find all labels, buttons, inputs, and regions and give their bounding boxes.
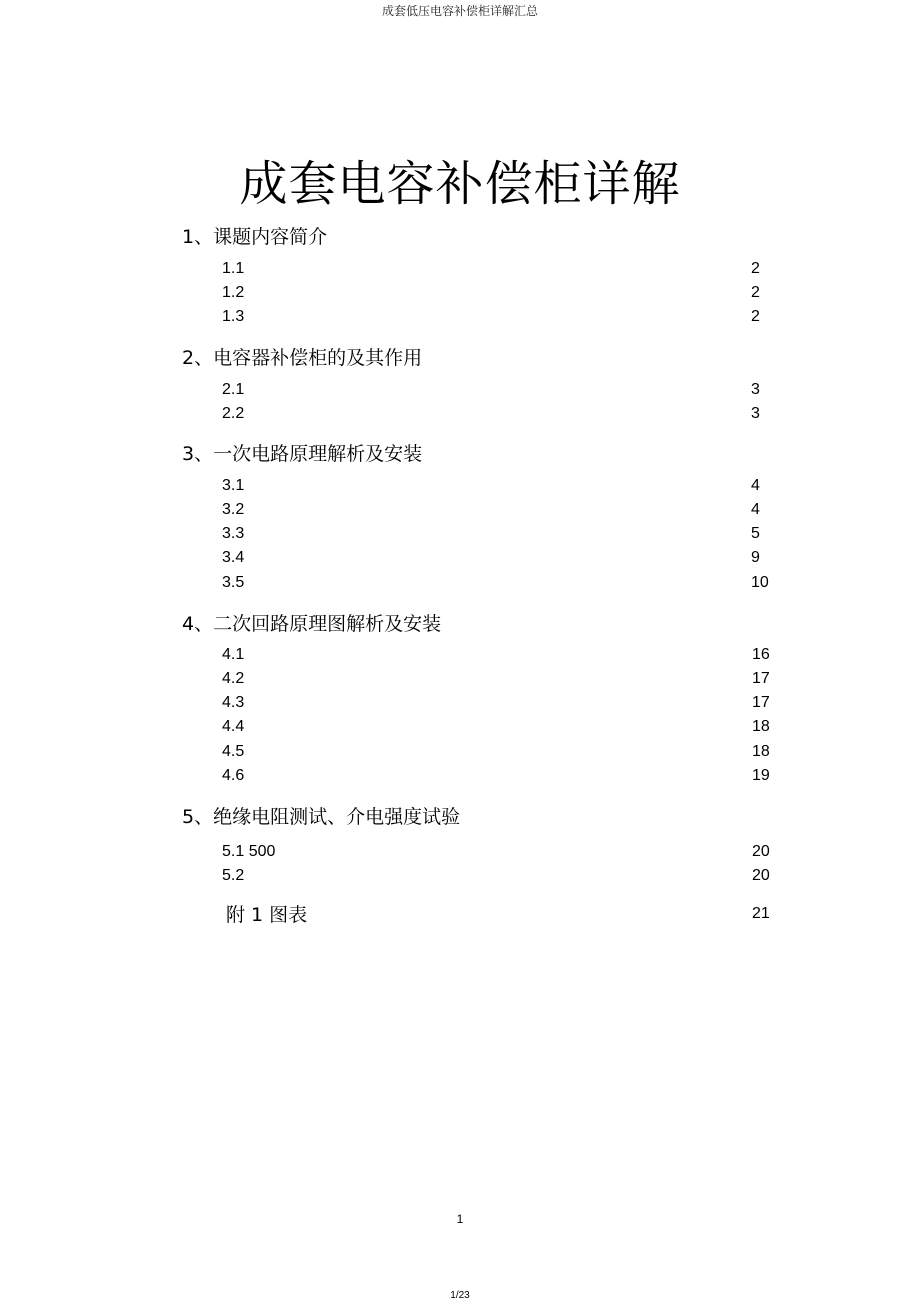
toc-entry: 4.6 bbox=[222, 767, 245, 784]
toc-page-number: 20 bbox=[752, 843, 770, 860]
toc-section-1: 1、课题内容简介 bbox=[182, 226, 328, 248]
toc-entry: 4.1 bbox=[222, 646, 245, 663]
toc-entry: 5.1 500 bbox=[222, 843, 276, 860]
document-header: 成套低压电容补偿柜详解汇总 bbox=[381, 4, 538, 18]
toc-entry: 3.1 bbox=[222, 477, 245, 494]
toc-page-number: 20 bbox=[752, 867, 770, 884]
toc-entry: 1.1 bbox=[222, 260, 245, 277]
toc-entry: 3.5 bbox=[222, 574, 245, 591]
toc-section-5: 5、绝缘电阻测试、介电强度试验 bbox=[182, 806, 461, 828]
toc-page-number: 9 bbox=[751, 549, 760, 566]
toc-page-number: 17 bbox=[752, 670, 770, 687]
toc-page-number: 10 bbox=[751, 574, 769, 591]
toc-page-number: 2 bbox=[751, 284, 760, 301]
toc-page-number: 21 bbox=[752, 905, 770, 922]
toc-page-number: 4 bbox=[751, 477, 760, 494]
toc-page-number: 18 bbox=[752, 718, 770, 735]
toc-section-4: 4、二次回路原理图解析及安装 bbox=[182, 613, 442, 635]
toc-section-3: 3、一次电路原理解析及安装 bbox=[182, 443, 423, 465]
page-title: 成套电容补偿柜详解 bbox=[239, 156, 681, 212]
toc-page-number: 18 bbox=[752, 743, 770, 760]
toc-page-number: 2 bbox=[751, 308, 760, 325]
toc-entry: 4.4 bbox=[222, 718, 245, 735]
toc-page-number: 4 bbox=[751, 501, 760, 518]
toc-page-number: 3 bbox=[751, 381, 760, 398]
toc-entry: 1.2 bbox=[222, 284, 245, 301]
toc-entry: 4.2 bbox=[222, 670, 245, 687]
toc-appendix: 附 1 图表 bbox=[226, 904, 308, 926]
toc-page-number: 19 bbox=[752, 767, 770, 784]
toc-entry: 1.3 bbox=[222, 308, 245, 325]
toc-entry: 2.2 bbox=[222, 405, 245, 422]
toc-entry: 4.5 bbox=[222, 743, 245, 760]
toc-entry: 5.2 bbox=[222, 867, 245, 884]
toc-entry: 2.1 bbox=[222, 381, 245, 398]
footer-page-number: 1 bbox=[456, 1212, 464, 1226]
toc-entry: 3.4 bbox=[222, 549, 245, 566]
toc-entry: 3.2 bbox=[222, 501, 245, 518]
toc-entry: 3.3 bbox=[222, 525, 245, 542]
footer-page-count: 1/23 bbox=[450, 1290, 470, 1301]
toc-page-number: 16 bbox=[752, 646, 770, 663]
toc-page-number: 2 bbox=[751, 260, 760, 277]
toc-entry: 4.3 bbox=[222, 694, 245, 711]
toc-page-number: 17 bbox=[752, 694, 770, 711]
toc-section-2: 2、电容器补偿柜的及其作用 bbox=[182, 347, 423, 369]
toc-page-number: 3 bbox=[751, 405, 760, 422]
toc-page-number: 5 bbox=[751, 525, 760, 542]
